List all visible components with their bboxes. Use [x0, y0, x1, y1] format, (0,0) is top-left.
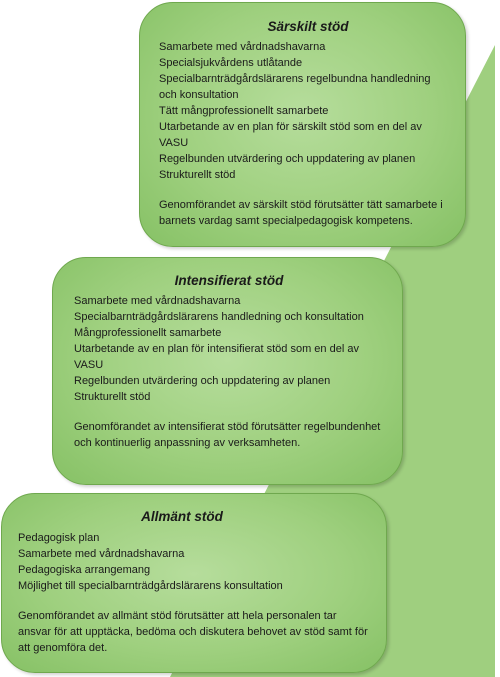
list-item: Samarbete med vårdnadshavarna	[74, 295, 241, 307]
list-item: Utarbetande av en plan för intensifierat stöd som en del av VASU	[74, 343, 359, 371]
level-intensifierat-stod	[52, 257, 403, 485]
level-summary: Genomförandet av särskilt stöd förutsätter tätt samarbete i barnets vardag samt specialpedagogisk kompetens.	[159, 199, 443, 227]
level-title: Allmänt stöd	[141, 509, 223, 524]
level-summary: Genomförandet av intensifierat stöd förutsätter regelbundenhet och kontinuerlig anpassning av verksamheten.	[74, 421, 381, 449]
list-item: Specialbarnträdgårdslärarens handledning och konsultation	[74, 311, 364, 323]
list-item: Samarbete med vårdnadshavarna	[159, 41, 326, 53]
level-title: Särskilt stöd	[267, 19, 349, 34]
list-item: Strukturellt stöd	[74, 391, 151, 403]
list-item: Specialsjukvårdens utlåtande	[159, 57, 303, 69]
level-item-list	[18, 530, 368, 594]
list-item: Strukturellt stöd	[159, 169, 236, 181]
level-sarskilt-stod	[139, 2, 466, 247]
list-item: Samarbete med vårdnadshavarna	[18, 548, 185, 560]
level-summary: Genomförandet av allmänt stöd förutsätter att hela personalen tar ansvar för att upptäcka, bedöma och diskutera behovet av stöd samt för att genomföra det.	[18, 610, 368, 654]
list-item: Tätt mångprofessionellt samarbete	[159, 105, 329, 117]
list-item: Specialbarnträdgårdslärarens regelbundna handledning och konsultation	[159, 73, 431, 101]
level-item-list	[74, 293, 384, 405]
level-title: Intensifierat stöd	[174, 273, 284, 288]
list-item: Regelbunden utvärdering och uppdatering av planen	[159, 153, 416, 165]
list-item: Regelbunden utvärdering och uppdatering av planen	[74, 375, 331, 387]
list-item: Mångprofessionellt samarbete	[74, 327, 222, 339]
list-item: Möjlighet till specialbarnträdgårdslärarens konsultation	[18, 580, 283, 592]
list-item: Utarbetande av en plan för särskilt stöd som en del av VASU	[159, 121, 422, 149]
level-allmant-stod	[1, 493, 387, 673]
list-item: Pedagogiska arrangemang	[18, 564, 151, 576]
list-item: Pedagogisk plan	[18, 532, 100, 544]
level-item-list	[159, 39, 447, 183]
